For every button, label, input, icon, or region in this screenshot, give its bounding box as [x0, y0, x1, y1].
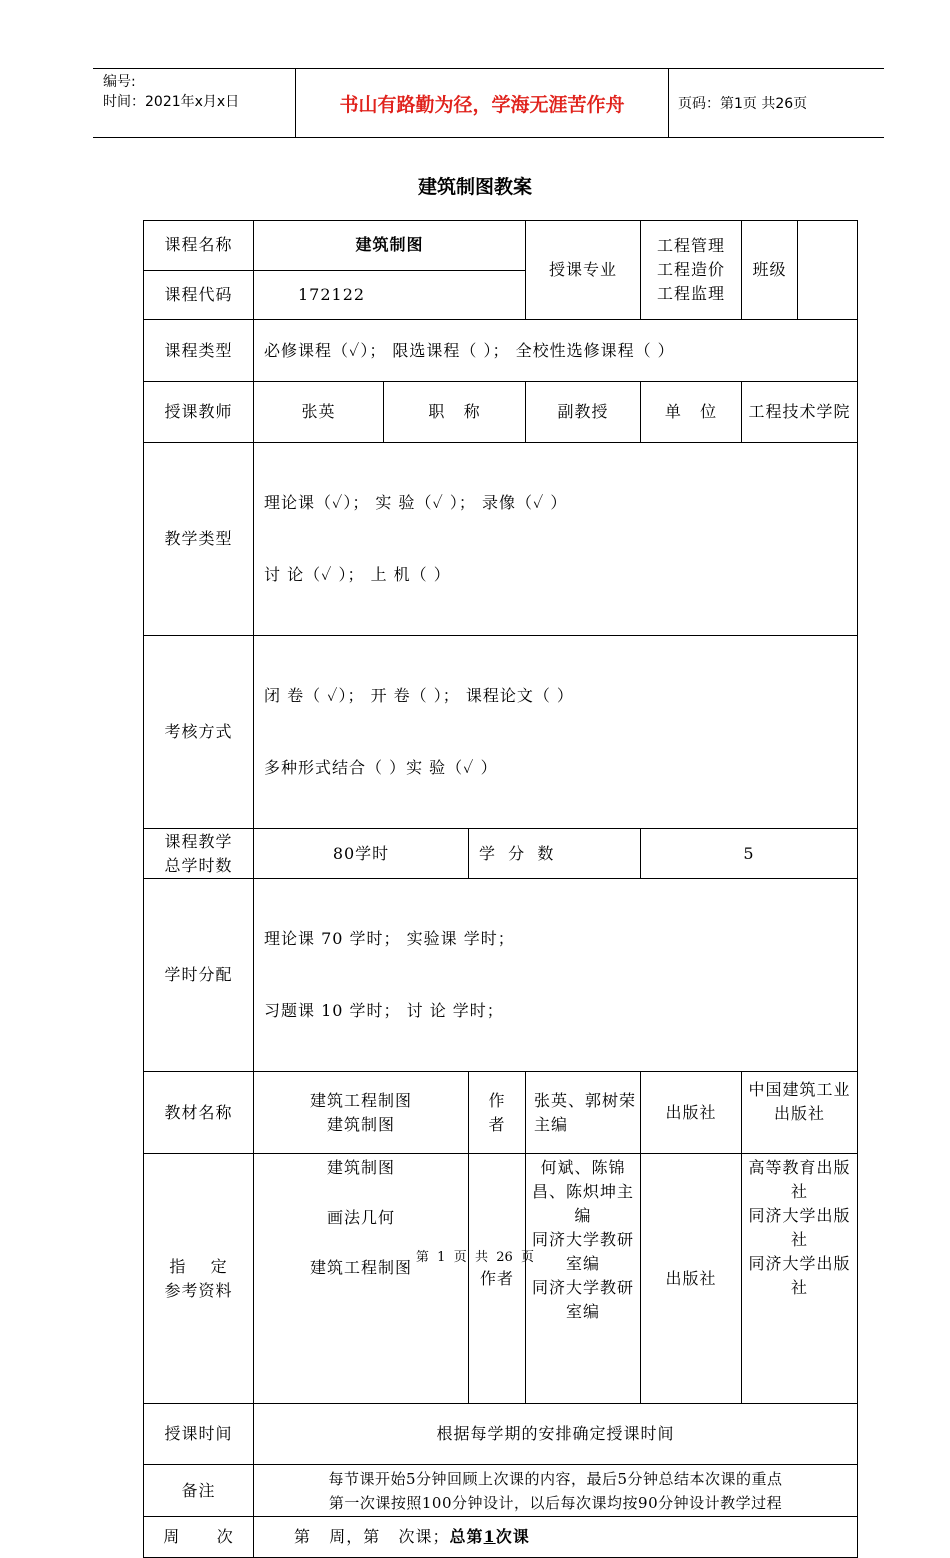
assessment-label: 考核方式 — [144, 636, 254, 829]
week-label: 周 次 — [144, 1517, 254, 1558]
assessment-value — [254, 636, 858, 829]
credit-value: 5 — [641, 829, 858, 879]
unit-label: 单 位 — [641, 382, 742, 443]
references-label-line: 指 定 — [169, 1256, 228, 1276]
textbook-publisher-label: 出版社 — [641, 1072, 742, 1154]
remark-row — [144, 1465, 858, 1517]
reference-publisher: 同济大学出版社 — [748, 1254, 851, 1297]
credit-label: 学 分 数 — [469, 829, 641, 879]
hours-label — [144, 829, 254, 879]
header-divider-2 — [668, 69, 669, 137]
header-page-info: 页码：第1页 共26页 — [678, 96, 808, 112]
textbook-publisher: 中国建筑工业出版社 — [742, 1072, 858, 1154]
week-prefix: 第 周，第 次课； — [294, 1527, 450, 1546]
week-value — [254, 1517, 858, 1558]
teaching-type-line: 理论课（✓）； 实 验（✓ ）； 录像（✓ ） — [264, 493, 568, 512]
week-total-number: 1 — [483, 1527, 496, 1546]
teaching-type-line: 讨 论（✓ ）； 上 机（ ） — [264, 565, 451, 584]
course-code-value: 172122 — [254, 270, 526, 320]
remark-line: 第一次课按照100分钟设计，以后每次课均按90分钟设计教学过程 — [328, 1493, 783, 1512]
unit-value: 工程技术学院 — [742, 382, 858, 443]
course-type-label: 课程类型 — [144, 320, 254, 382]
course-code-label: 课程代码 — [144, 270, 254, 320]
references-books — [254, 1154, 469, 1404]
time-label: 时间：2021年x月x日 — [103, 94, 240, 110]
references-author-label: 作者 — [469, 1154, 526, 1404]
course-name-row — [144, 221, 858, 271]
remark-label: 备注 — [144, 1465, 254, 1517]
class-cell — [742, 221, 858, 320]
textbook-row — [144, 1072, 858, 1154]
reference-publisher: 同济大学出版社 — [748, 1206, 851, 1249]
teacher-title-label: 职 称 — [384, 382, 526, 443]
reference-author: 何斌、陈锦昌、陈炽坤主编 — [532, 1158, 635, 1225]
major-label: 授课专业 — [526, 221, 641, 320]
reference-title: 建筑工程制图 — [309, 1258, 412, 1277]
course-type-value: 必修课程（✓）； 限选课程（ ）； 全校性选修课程（ ） — [254, 320, 858, 382]
distribution-line: 理论课 70 学时； 实验课 学时； — [264, 929, 515, 948]
distribution-label: 学时分配 — [144, 879, 254, 1072]
textbook-title: 建筑工程制图 — [309, 1090, 412, 1110]
teacher-title-value: 副教授 — [526, 382, 641, 443]
textbook-author-label: 作者 — [469, 1072, 526, 1154]
textbook-label: 教材名称 — [144, 1072, 254, 1154]
assessment-line: 多种形式结合（ ）实 验（✓ ） — [264, 758, 498, 777]
teacher-row — [144, 382, 858, 443]
textbook-title: 建筑制图 — [326, 1114, 395, 1134]
textbook-authors: 张英、郭树荣主编 — [526, 1072, 641, 1154]
reference-author: 同济大学教研室编 — [532, 1278, 635, 1321]
course-type-row — [144, 320, 858, 382]
course-info-table — [143, 220, 858, 1558]
distribution-line: 习题课 10 学时； 讨 论 学时； — [264, 1001, 504, 1020]
reference-publisher: 高等教育出版社 — [748, 1158, 851, 1201]
major-item: 工程造价 — [657, 260, 726, 279]
references-row — [144, 1154, 858, 1404]
remark-line: 每节课开始5分钟回顾上次课的内容，最后5分钟总结本次课的重点 — [328, 1469, 783, 1488]
remark-value — [254, 1465, 858, 1517]
teacher-label: 授课教师 — [144, 382, 254, 443]
page-title: 建筑制图教案 — [417, 176, 532, 198]
teaching-type-value — [254, 443, 858, 636]
assessment-row — [144, 636, 858, 829]
schedule-label: 授课时间 — [144, 1404, 254, 1465]
major-item: 工程管理 — [657, 236, 726, 255]
distribution-row — [144, 879, 858, 1072]
week-total-prefix: 总第 — [449, 1527, 484, 1546]
teacher-name: 张英 — [254, 382, 384, 443]
references-publisher-label: 出版社 — [641, 1154, 742, 1404]
header-motto: 书山有路勤为径，学海无涯苦作舟 — [339, 93, 625, 116]
teaching-type-label: 教学类型 — [144, 443, 254, 636]
distribution-value — [254, 879, 858, 1072]
references-publishers — [742, 1154, 858, 1404]
hours-value: 80学时 — [254, 829, 469, 879]
number-label: 编号: — [103, 74, 136, 90]
page-footer: 第 1 页 共 26 页 — [415, 1250, 535, 1265]
week-total-suffix: 次课 — [495, 1527, 530, 1546]
references-label — [144, 1154, 254, 1404]
schedule-value: 根据每学期的安排确定授课时间 — [254, 1404, 858, 1465]
course-name-label: 课程名称 — [144, 221, 254, 271]
hours-label-line: 课程教学 — [164, 831, 233, 851]
reference-title: 建筑制图 — [326, 1158, 395, 1177]
teaching-type-row — [144, 443, 858, 636]
textbook-books — [254, 1072, 469, 1154]
class-value — [798, 221, 858, 319]
references-authors — [526, 1154, 641, 1404]
reference-title: 画法几何 — [326, 1208, 395, 1227]
major-list — [641, 221, 742, 320]
schedule-row — [144, 1404, 858, 1465]
week-row — [144, 1517, 858, 1558]
course-name-value: 建筑制图 — [254, 221, 526, 271]
hours-row — [144, 829, 858, 879]
references-label-line: 参考资料 — [164, 1280, 233, 1300]
assessment-line: 闭 卷（ ✓）； 开 卷（ ）； 课程论文（ ） — [264, 686, 574, 705]
major-item: 工程监理 — [657, 284, 726, 303]
reference-author: 同济大学教研室编 — [532, 1230, 635, 1273]
header-meta — [103, 72, 239, 112]
hours-label-line: 总学时数 — [164, 855, 233, 875]
class-label: 班级 — [742, 221, 798, 319]
document-header — [93, 68, 884, 138]
